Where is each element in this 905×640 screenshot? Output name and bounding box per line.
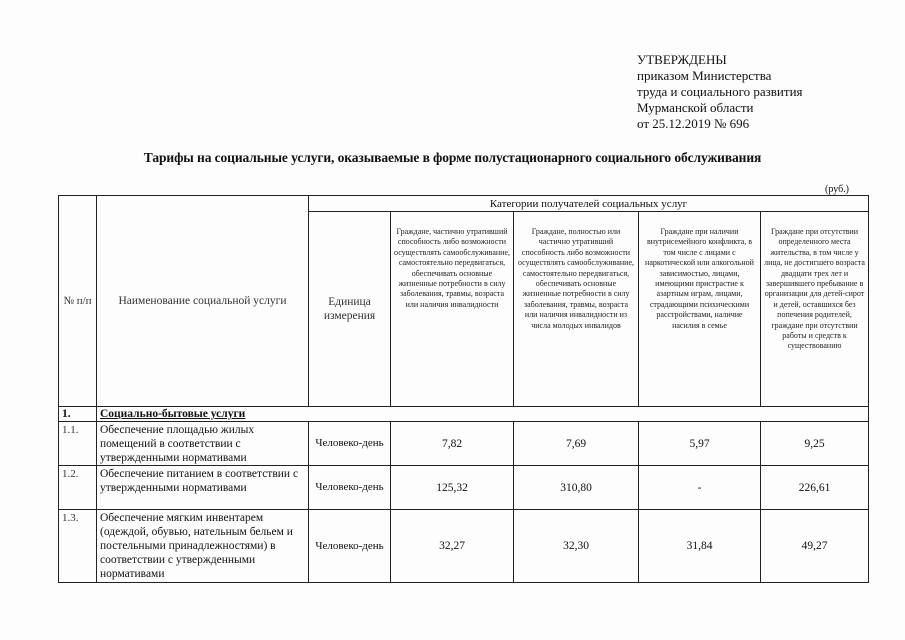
- header-service-name: Наименование социальной услуги: [97, 196, 309, 407]
- table-row: [59, 466, 869, 510]
- approval-line: приказом Министерства: [637, 68, 772, 83]
- section-number: 1.: [59, 407, 97, 422]
- row-value-category-1: 125,32: [391, 466, 514, 510]
- table-row: [59, 422, 869, 466]
- row-value-category-2: 310,80: [514, 466, 639, 510]
- row-value-category-2: 32,30: [514, 510, 639, 583]
- row-service-name: Обеспечение питанием в соответствии с утвержденными нормативами: [97, 466, 309, 510]
- row-value-category-4: 49,27: [761, 510, 869, 583]
- row-value-category-4: 226,61: [761, 466, 869, 510]
- header-category-1: Граждане, частично утративший способность либо возможности осуществлять самообслуживание, самостоятельно передвигаться, обеспечивать основные жизненные потребности в силу заболевания, травмы, возраста или наличия инвалидности: [391, 212, 514, 407]
- row-value-category-1: 7,82: [391, 422, 514, 466]
- header-category-4: Граждане при отсутствии определенного места жительства, в том числе у лица, не достигшего возраста двадцати трех лет и завершившего пребывание в организации для детей-сирот и детей, оставшихся без попечения родителей, граждане при отсутствии работы и средств к существованию: [761, 212, 869, 407]
- section-name: Социально-бытовые услуги: [97, 407, 869, 422]
- row-value-category-3: -: [639, 466, 761, 510]
- approval-line: УТВЕРЖДЕНЫ: [637, 52, 727, 67]
- header-categories-group: Категории получателей социальных услуг: [309, 196, 869, 212]
- row-number: 1.1.: [59, 422, 97, 466]
- header-category-2: Граждане, полностью или частично утративший способность либо возможности осуществлять самообслуживание, самостоятельно передвигаться, обеспечивать основные жизненные потребности в силу заболевания, травмы, возраста или наличия инвалидности из числа молодых инвалидов: [514, 212, 639, 407]
- row-value-category-3: 5,97: [639, 422, 761, 466]
- row-number: 1.3.: [59, 510, 97, 583]
- row-value-category-3: 31,84: [639, 510, 761, 583]
- document-title: Тарифы на социальные услуги, оказываемые в форме полустационарного социального обслуживания: [143, 150, 762, 165]
- row-value-category-2: 7,69: [514, 422, 639, 466]
- row-value-category-1: 32,27: [391, 510, 514, 583]
- row-unit: Человеко-день: [309, 422, 391, 466]
- approval-line: труда и социального развития: [637, 84, 803, 99]
- header-category-3: Граждане при наличии внутрисемейного конфликта, в том числе с лицами с наркотической или алкогольной зависимостью, лицами, имеющими пристрастие к азартным играм, лицами, страдающими психическими расстройствами, наличие насилия в семье: [639, 212, 761, 407]
- row-unit: Человеко-день: [309, 466, 391, 510]
- row-unit: Человеко-день: [309, 510, 391, 583]
- currency-unit-note: (руб.): [825, 184, 849, 195]
- approval-line: от 25.12.2019 № 696: [637, 116, 750, 131]
- table-header-row: [59, 196, 869, 212]
- header-unit: Единица измерения: [309, 212, 391, 407]
- tariffs-table: [58, 195, 869, 583]
- section-row: [59, 407, 869, 422]
- approval-line: Мурманской области: [637, 100, 754, 115]
- row-service-name: Обеспечение площадью жилых помещений в соответствии с утвержденными нормативами: [97, 422, 309, 466]
- row-number: 1.2.: [59, 466, 97, 510]
- row-value-category-4: 9,25: [761, 422, 869, 466]
- approval-block: [637, 52, 803, 132]
- row-service-name: Обеспечение мягким инвентарем (одеждой, обувью, нательным бельем и постельными принадлежностями) в соответствии с утвержденными нормативами: [97, 510, 309, 583]
- header-number: № п/п: [59, 196, 97, 407]
- table-row: [59, 510, 869, 583]
